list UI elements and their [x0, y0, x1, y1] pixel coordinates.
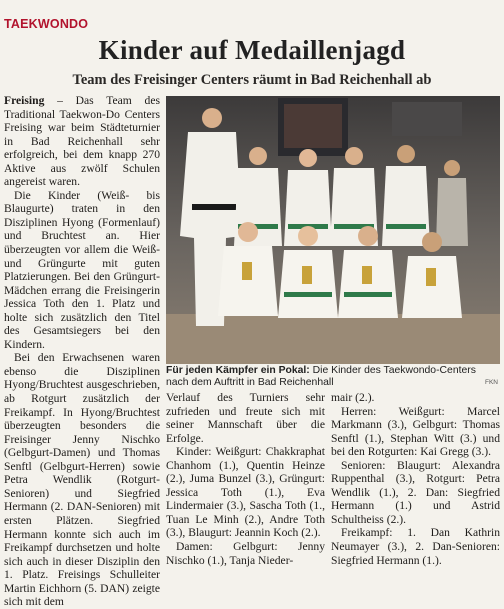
article-column-3	[331, 391, 500, 567]
section-tag: TAEKWONDO	[4, 17, 89, 31]
dateline: Freising	[4, 94, 45, 107]
photo-credit: FKN	[485, 379, 498, 386]
team-photo	[166, 96, 500, 364]
subheadline: Team des Freisinger Centers räumt in Bad Reichenhall ab	[72, 72, 432, 88]
article-paragraph: Verlauf des Turniers sehr zufrieden und freute sich mit seiner Mannschaft über die Erfolge.	[166, 391, 325, 445]
photo-caption-bold: Für jeden Kämpfer ein Pokal:	[166, 365, 310, 376]
article-column-2	[166, 391, 325, 567]
article-paragraph: Die Kinder (Weiß- bis Blaugurte) traten in den Disziplinen Hyong (Formenlauf) und Bruchtest an. Hier überzeugten vor allem die Weiß- und Grüngurte mit guten Platzierungen. Bei den Grüngurt-Mädchen errang die Freisingerin Jessica Toth den 1. Platz und holte sich zusätzlich den Titel des Gesamtsiegers bei den Kindern.	[4, 188, 160, 351]
team-photo-illustration	[166, 96, 500, 364]
article-paragraph: Freikampf: 1. Dan Kathrin Neumayer (3.), 2. Dan-Senioren: Siegfried Hermann (1.).	[331, 526, 500, 567]
article-column-1	[4, 94, 160, 609]
photo-caption	[166, 365, 500, 389]
article-paragraph: mair (2.).	[331, 391, 375, 404]
article-paragraph: Herren: Weißgurt: Marcel Markmann (3.), Gelbgurt: Thomas Senftl (1.), Stephan Witt (3.) und bei den Rotgurten: Kai Gregg (3.).	[331, 404, 500, 459]
headline: Kinder auf Medaillenjagd	[98, 35, 406, 65]
article-paragraph: Damen: Gelbgurt: Jenny Nischko (1.), Tanja Nieder-	[166, 540, 325, 567]
article-paragraph: Bei den Erwachsenen waren ebenso die Disziplinen Hyong/Bruchtest ausgeschrieben, ab Rotgurt zusätzlich der Freikampf. In Hyong/Bruchtest überzeugten besonders die Freisinger Jenny Nischko (Gelbgurt-Damen) und Thomas Senftl (Gelbgurt-Herren) sowie Petra Wendlik (Rotgurt-Senioren) und Siegfried Hermann (2. DAN-Senioren) mit ersten Plätzen. Siegfried Hermann konnte sich auch im Freikampf durchsetzen und holte sich auch in dieser Disziplin den 1. Platz. Freisings Schulleiter Martin Eichhorn (5. DAN) zeigte sich mit dem	[4, 351, 160, 609]
article-lead-text: – Das Team des Traditional Taekwon-Do Centers Freising war beim Städteturnier in Bad Reichenhall sehr erfolgreich, bei dem knapp 270 Aktive aus zwölf Schulen angereist waren.	[4, 94, 160, 189]
article-paragraph: Kinder: Weißgurt: Chakkraphat Chanhom (1.), Quentin Heinze (2.), Juma Bunzel (3.), Grüngurt: Jessica Toth (1.), Eva Lindermaier (3.), Sascha Toth (1., Tuan Le Minh (2.), Andre Toth (3.), Blaugurt: Jeannin Koch (2.).	[166, 445, 325, 540]
article-paragraph	[4, 94, 160, 189]
photo-caption-text: Die Kinder des Taekwondo-Centers nach dem Auftritt in Bad Reichenhall	[166, 365, 476, 388]
article-paragraph: Senioren: Blaugurt: Alexandra Ruppenthal (3.), Rotgurt: Petra Wendlik (1.), 2. Dan: Siegfried Hermann (1.) und Astrid Schultheiss (2.).	[331, 458, 500, 526]
